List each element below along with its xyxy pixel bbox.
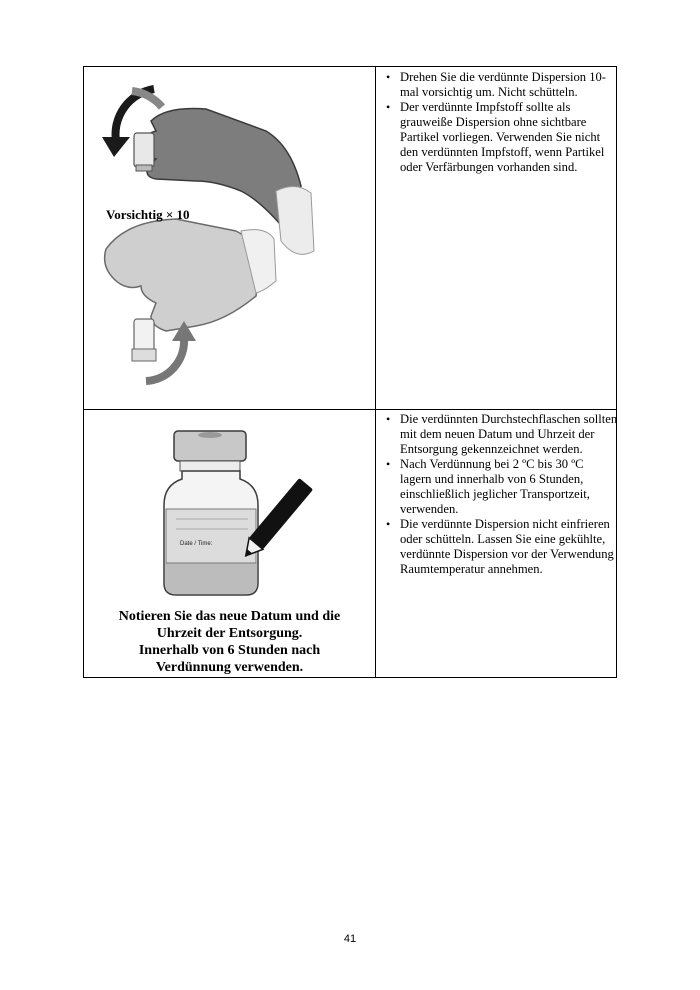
step1-instructions <box>386 70 618 175</box>
list-item: • Die verdünnten Durchstechflaschen sollten mit dem neuen Datum und Uhrzeit der Entsorgung gekennzeichnet werden. <box>386 412 618 457</box>
invert-caption: Vorsichtig × 10 <box>106 207 190 222</box>
invert-vial-illustration <box>96 81 316 399</box>
column-divider <box>375 67 376 677</box>
dilution-caption: Notieren Sie das neue Datum und die Uhrzeit der Entsorgung. Innerhalb von 6 Stunden nach Verdünnung verwenden. <box>118 609 341 675</box>
list-item: • Drehen Sie die verdünnte Dispersion 10-mal vorsichtig um. Nicht schütteln. <box>386 70 618 100</box>
step2-instructions <box>386 412 618 577</box>
list-item: • Die verdünnte Dispersion nicht einfrieren oder schütteln. Lassen Sie eine gekühlte, verdünnte Dispersion vor der Verwendung Raumtemperatur annehmen. <box>386 517 618 577</box>
page-number: 41 <box>343 933 357 945</box>
vial-label-text: Date / Time: <box>180 541 213 547</box>
label-vial-illustration <box>92 413 332 611</box>
instruction-table <box>83 66 617 678</box>
row-divider <box>84 409 616 410</box>
list-item: • Nach Verdünnung bei 2 ºC bis 30 ºC lagern und innerhalb von 6 Stunden, einschließlich jeglicher Transportzeit, verwenden. <box>386 457 618 517</box>
list-item: • Der verdünnte Impfstoff sollte als grauweiße Dispersion ohne sichtbare Partikel vorliegen. Verwenden Sie nicht den verdünnten Impfstoff, wenn Partikel oder Verfärbungen vorhanden sind. <box>386 100 618 175</box>
vial-label <box>166 509 256 563</box>
